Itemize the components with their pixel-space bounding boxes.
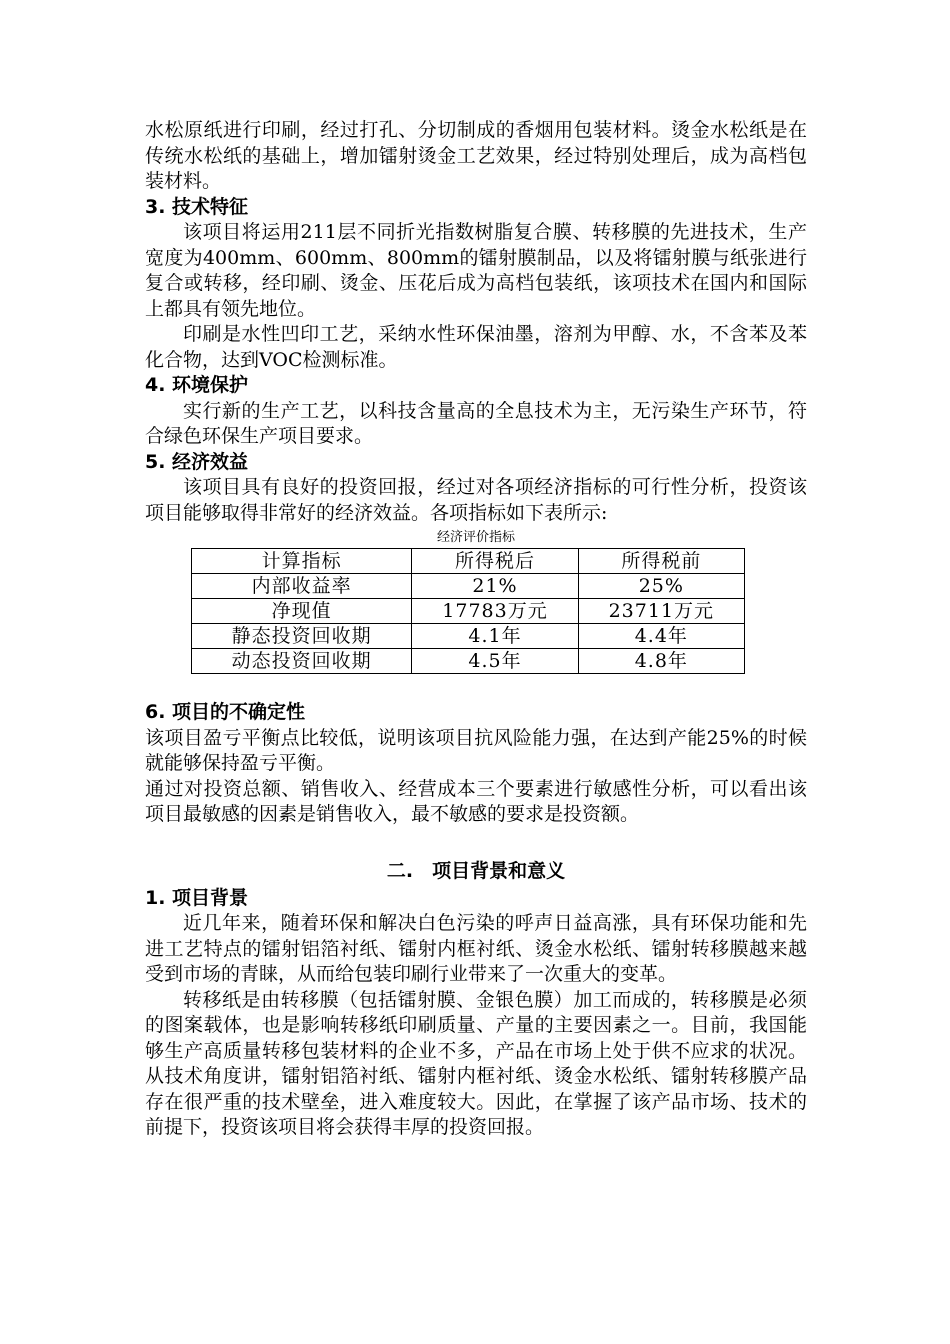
table-cell: 内部收益率: [192, 574, 412, 599]
table-cell: 25%: [578, 574, 744, 599]
table-header-cell: 所得税前: [578, 549, 744, 574]
paragraph-background-1: 近几年来，随着环保和解决白色污染的呼声日益高涨，具有环保功能和先进工艺特点的镭射铝箔衬纸、镭射内框衬纸、烫金水松纸、镭射转移膜越来越受到市场的青睐，从而给包装印刷行业带来了一次重大的变革。: [145, 912, 807, 985]
paragraph-economic: 该项目具有良好的投资回报，经过对各项经济指标的可行性分析，投资该项目能够取得非常好的经济效益。各项指标如下表所示:: [145, 476, 807, 524]
paragraph-tech-2: 印刷是水性凹印工艺，采纳水性环保油墨，溶剂为甲醇、水，不含苯及苯化合物，达到VOC检测标准。: [145, 323, 807, 371]
table-cell: 净现值: [192, 599, 412, 624]
chapter-heading: 二. 项目背景和意义: [386, 859, 566, 882]
heading-uncertainty: 6. 项目的不确定性: [145, 701, 306, 723]
table-row: [192, 624, 745, 649]
table-cell: 动态投资回收期: [192, 649, 412, 674]
table-cell: 4.1年: [412, 624, 578, 649]
paragraph-environment: 实行新的生产工艺，以科技含量高的全息技术为主，无污染生产环节，符合绿色环保生产项目要求。: [145, 399, 807, 447]
paragraph-intro: 水松原纸进行印刷，经过打孔、分切制成的香烟用包装材料。烫金水松纸是在传统水松纸的基础上，增加镭射烫金工艺效果，经过特别处理后，成为高档包装材料。: [145, 119, 807, 192]
document-page: [145, 118, 807, 1141]
table-header-row: [192, 549, 745, 574]
heading-tech-features: 3. 技术特征: [145, 195, 249, 218]
table-cell: 17783万元: [412, 599, 578, 624]
table-row: [192, 599, 745, 624]
paragraph-background-2: 转移纸是由转移膜（包括镭射膜、金银色膜）加工而成的，转移膜是必须的图案载体，也是影响转移纸印刷质量、产量的主要因素之一。目前，我国能够生产高质量转移包装材料的企业不多，产品在市场上处于供不应求的状况。从技术角度讲，镭射铝箔衬纸、镭射内框衬纸、烫金水松纸、镭射转移膜产品存在很严重的技术壁垒，进入难度较大。因此，在掌握了该产品市场、技术的前提下，投资该项目将会获得丰厚的投资回报。: [145, 988, 807, 1138]
table-cell: 静态投资回收期: [192, 624, 412, 649]
table-row: [192, 649, 745, 674]
spacer: [145, 674, 807, 700]
table-cell: 4.4年: [578, 624, 744, 649]
heading-economic: 5. 经济效益: [145, 450, 249, 473]
table-row: [192, 574, 745, 599]
economic-indicators-table: [191, 548, 745, 674]
paragraph-uncertainty-1: 该项目盈亏平衡点比较低，说明该项目抗风险能力强，在达到产能25%的时候就能够保持盈亏平衡。: [145, 726, 807, 774]
heading-background: 1. 项目背景: [145, 886, 249, 909]
paragraph-tech-1: 该项目将运用211层不同折光指数树脂复合膜、转移膜的先进技术，生产宽度为400mm、600mm、800mm的镭射膜制品，以及将镭射膜与纸张进行复合或转移，经印刷、烫金、压花后成为高档包装纸，该项技术在国内和国际上都具有领先地位。: [145, 221, 807, 320]
heading-environment: 4. 环境保护: [145, 374, 249, 396]
paragraph-uncertainty-2: 通过对投资总额、销售收入、经营成本三个要素进行敏感性分析，可以看出该项目最敏感的因素是销售收入，最不敏感的要求是投资额。: [145, 777, 807, 825]
table-cell: 4.5年: [412, 649, 578, 674]
table-header-cell: 所得税后: [412, 549, 578, 574]
table-cell: 21%: [412, 574, 578, 599]
table-cell: 4.8年: [578, 649, 744, 674]
table-header-cell: 计算指标: [192, 549, 412, 574]
table-cell: 23711万元: [578, 599, 744, 624]
table-caption: 经济评价指标: [436, 530, 515, 545]
